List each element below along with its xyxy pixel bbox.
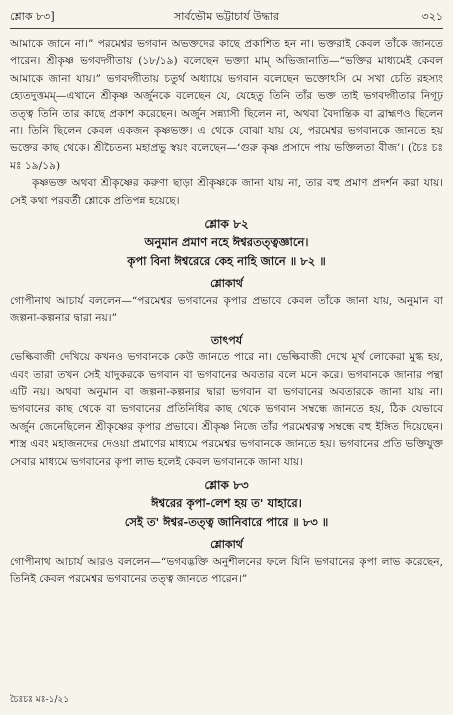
page-header bbox=[10, 8, 443, 26]
shlokartha-heading-83: শ্লোকার্থ bbox=[210, 538, 243, 552]
verse-82-title: শ্লোক ৮২ bbox=[204, 217, 249, 232]
page-footer-signature: চৈঃচঃ মঃ-১/২১ bbox=[10, 695, 70, 705]
verse-83-line-2: সেই ত' ঈশ্বর-তত্ত্ব জানিবারে পারে ॥ ৮৩ ॥ bbox=[124, 515, 329, 530]
page-content bbox=[10, 36, 443, 687]
verse-82-line-1: অনুমান প্রমাণ নহে ঈশ্বরতত্ত্বজ্ঞানে। bbox=[144, 235, 309, 250]
header-verse-ref: শ্লোক ৮৩] bbox=[10, 10, 55, 23]
header-rule bbox=[10, 28, 443, 29]
paragraph-2: কৃষ্ণভক্ত অথবা শ্রীকৃষ্ণের করুণা ছাড়া শ্রীকৃষ্ণকে জানা যায় না, তার বহু প্রমাণ প্রদর্শন করা যায়। সেই কথা পরবর্তী শ্লোকে প্রতিপন্ন হয়েছে। bbox=[10, 177, 443, 207]
tatparya-heading: তাৎপর্য bbox=[210, 333, 243, 347]
header-page-number: ৩২১ bbox=[421, 10, 443, 23]
shlokartha-heading-82: শ্লোকার্থ bbox=[210, 277, 243, 291]
purport-paragraph: ভেল্কিবাজী দেখিয়ে কখনও ভগবানকে কেউ জানতে পারে না। ভেল্কিবাজী দেখে মূর্খ লোকেরা মুগ্ধ হয়, এবং তারা তখন সেই যাদুকরকে ভগবান বা ভগবানের অবতার বলে মনে করে। ভগবানকে জানার পন্থা এটি নয়। অথবা অনুমান বা জল্পনা-কল্পনার দ্বারা ভগবান বা ভগবানের অবতারকে জানা যায় না। ভগবানের কাছ থেকে বা ভগবানের প্রতিনিধির কাছ থেকে ভগবান সম্বন্ধে জানতে হয়, ঠিক যেভাবে অর্জুন জেনেছিলেন শ্রীকৃষ্ণের কৃপার প্রভাবে। শ্রীকৃষ্ণ নিজে তাঁর পরমেশ্বরত্ব সম্বন্ধে বহু ইঙ্গিত দিয়েছেন। শাস্ত্র এবং মহাজনদের দেওয়া প্রমাণের মাধ্যমে পরমেশ্বর ভগবানকে জানতে হয়। ভগবানের প্রতি ভক্তিযুক্ত সেবার মাধ্যমে ভগবানের কৃপা লাভ হলেই কেবল ভগবানকে জানা যায়। bbox=[10, 351, 443, 468]
translation-82: গোপীনাথ আচার্য বললেন—“পরমেশ্বর ভগবানের কৃপার প্রভাবে কেবল তাঁকে জানা যায়, অনুমান বা জল্পনা-কল্পনার দ্বারা নয়।” bbox=[10, 294, 443, 325]
header-chapter-title: সার্বভৌম ভট্টাচার্য উদ্ধার bbox=[173, 10, 280, 23]
verse-83-line-1: ঈশ্বরের কৃপা-লেশ হয় ত' যাহারে। bbox=[151, 496, 302, 511]
verse-82-line-2: কৃপা বিনা ঈশ্বরেরে কেহ নাহি জানে ॥ ৮২ ॥ bbox=[127, 254, 326, 269]
paragraph-1: আমাকে জানে না।” পরমেশ্বর ভগবান অভক্তদের কাছে প্রকাশিত হন না। ভক্তরাই কেবল তাঁকে জানতে পারেন। শ্রীকৃষ্ণ ভগবদ্গীতায় (১৮/১৯) বলেছেন ভক্ত্যা মাম্ অভিজানাতি—“ভক্তির মাধ্যমেই কেবল আমাকে জানা যায়।” ভগবদ্গীতায় চতুর্থ অধ্যায়ে ভগবান বলেছেন ভক্তোঽসি মে সখা চেতি রহস্যং হ্যেতদুত্তমম্—এখানে শ্রীকৃষ্ণ অর্জুনকে বলেছেন যে, যেহেতু তিনি তাঁর ভক্ত তাই ভগবদ্গীতার নিগূঢ় তত্ত্ব তিনি তার কাছে প্রকাশ করেছেন। অর্জুন সন্ন্যাসী ছিলেন না, অথবা বৈদান্তিক বা ব্রাহ্মণও ছিলেন না। তিনি ছিলেন কেবল একজন কৃষ্ণভক্ত। এ থেকে বোঝা যায় যে, পরমেশ্বর ভগবানকে জানতে হয় ভক্তের কাছ থেকে। শ্রীচৈতন্য মহাপ্রভু স্বয়ং বলেছেন—‘গুরু কৃষ্ণ প্রসাদে পায় ভক্তিলতা বীজ’। (চৈঃ চঃ মঃ ১৯/১৯) bbox=[10, 38, 443, 172]
translation-83: গোপীনাথ আচার্য আরও বললেন—“ভগবদ্ভক্তি অনুশীলনের ফলে যিনি ভগবানের কৃপা লাভ করেছেন, তিনিই কেবল পরমেশ্বর ভগবানের তত্ত্ব জানতে পারেন।” bbox=[10, 555, 443, 586]
verse-83-title: শ্লোক ৮৩ bbox=[204, 477, 249, 492]
